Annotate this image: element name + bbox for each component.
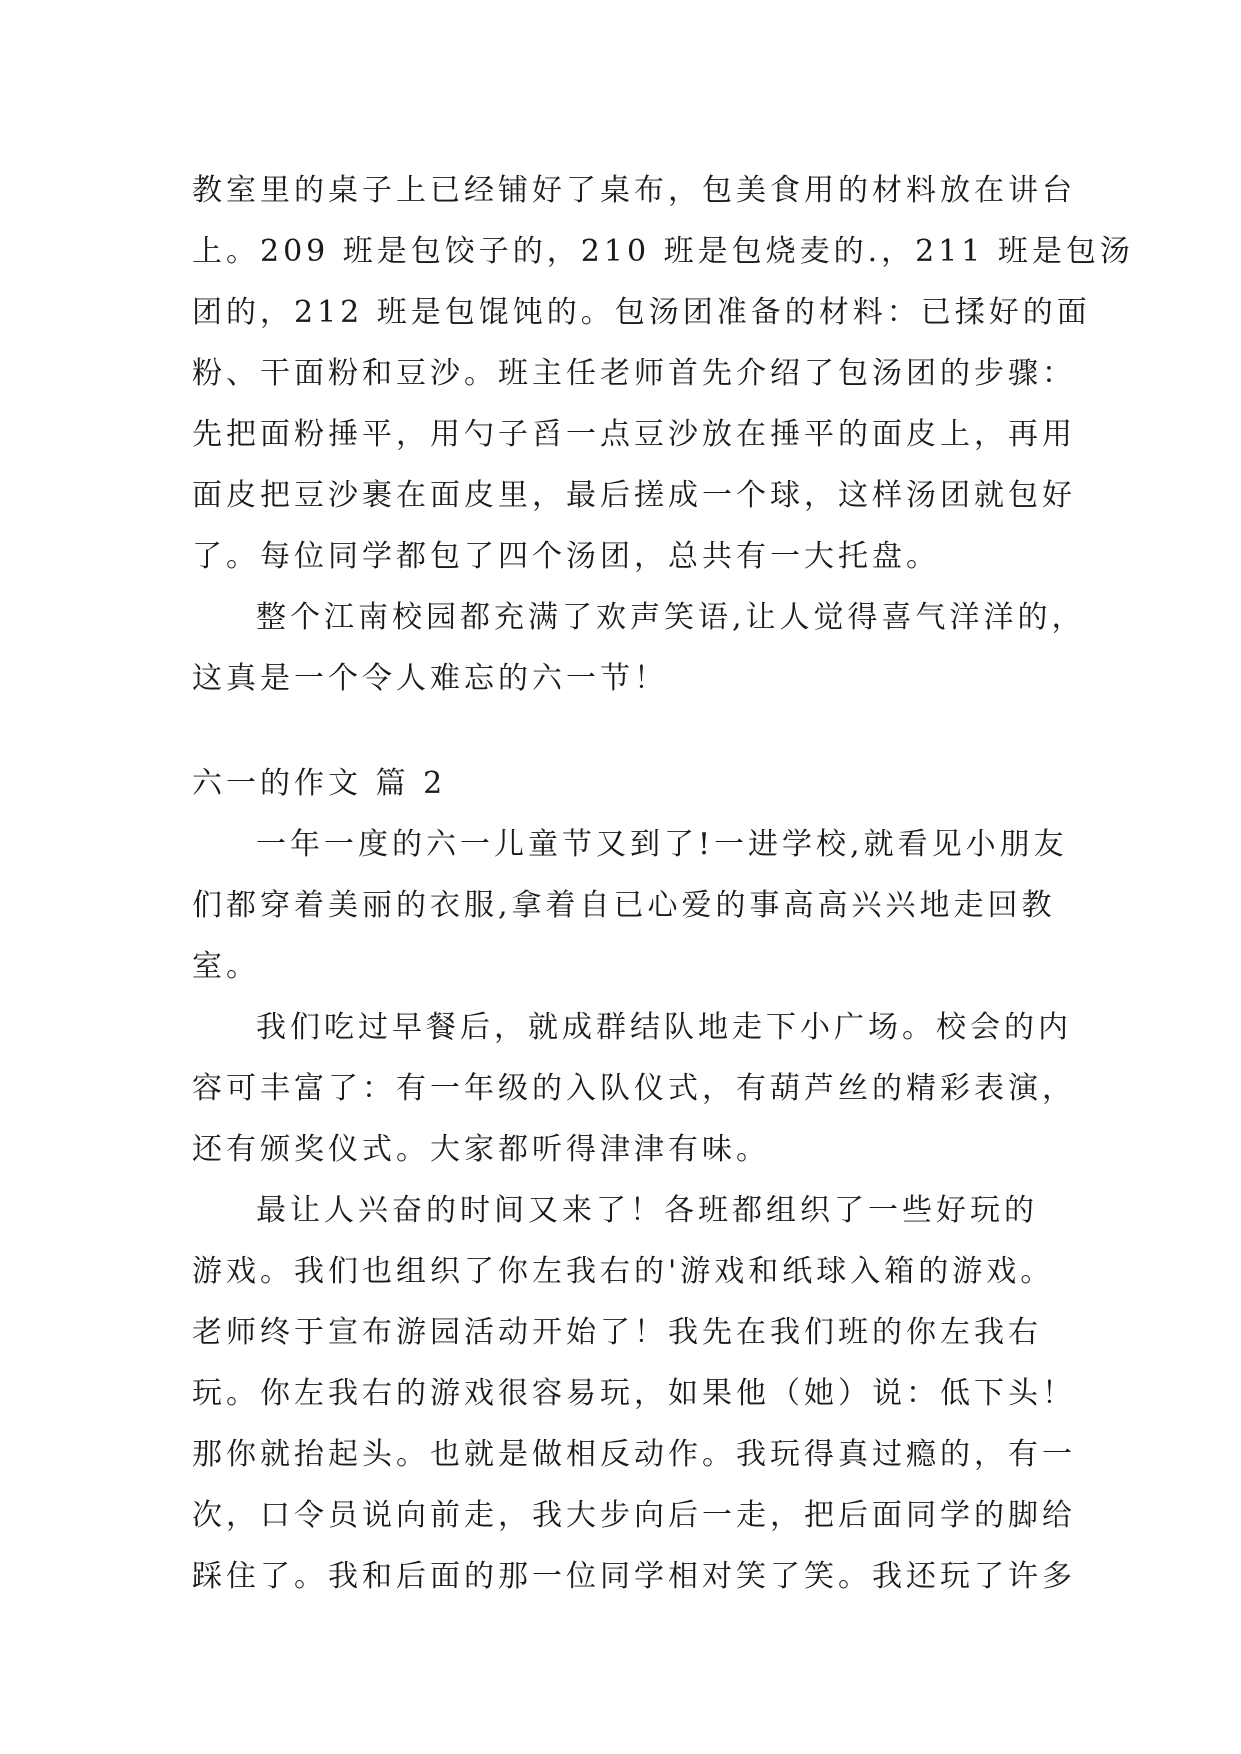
text-line: 这真是一个令人难忘的六一节！: [192, 661, 668, 696]
section-heading: 六一的作文 篇 2: [192, 766, 447, 801]
text-line: 那你就抬起头。也就是做相反动作。我玩得真过瘾的，有一: [192, 1437, 1076, 1472]
text-line: 最让人兴奋的时间又来了！各班都组织了一些好玩的: [256, 1193, 1038, 1228]
document-body: [192, 160, 1134, 1607]
text-line: 踩住了。我和后面的那一位同学相对笑了笑。我还玩了许多: [192, 1559, 1076, 1594]
text-line: 面皮把豆沙裹在面皮里，最后搓成一个球，这样汤团就包好: [192, 478, 1076, 513]
paragraph-1: [192, 160, 1134, 587]
text-line: 游戏。我们也组织了你左我右的'游戏和纸球入箱的游戏。: [192, 1254, 1055, 1289]
paragraph-2: [192, 587, 1086, 709]
text-line: 整个江南校园都充满了欢声笑语,让人觉得喜气洋洋的，: [256, 600, 1086, 635]
text-line: 老师终于宣布游园活动开始了！我先在我们班的你左我右: [192, 1315, 1042, 1350]
paragraph-5: [192, 1180, 1076, 1607]
section-spacer: [192, 709, 1052, 753]
paragraph-4: [192, 997, 1076, 1180]
text-line: 容可丰富了：有一年级的入队仪式，有葫芦丝的精彩表演，: [192, 1071, 1076, 1106]
text-line: 们都穿着美丽的衣服,拿着自已心爱的事高高兴兴地走回教: [192, 888, 1056, 923]
text-line: 室。: [192, 949, 260, 984]
text-line: 我们吃过早餐后，就成群结队地走下小广场。校会的内: [256, 1010, 1072, 1045]
text-line: 上。209 班是包饺子的，210 班是包烧麦的.，211 班是包汤: [192, 234, 1134, 269]
paragraph-3: [192, 814, 1068, 997]
text-line: 次，口令员说向前走，我大步向后一走，把后面同学的脚给: [192, 1498, 1076, 1533]
text-line: 一年一度的六一儿童节又到了!一进学校,就看见小朋友: [256, 827, 1068, 862]
text-line: 还有颁奖仪式。大家都听得津津有味。: [192, 1132, 770, 1167]
text-line: 玩。你左我右的游戏很容易玩，如果他（她）说：低下头！: [192, 1376, 1076, 1411]
text-line: 先把面粉捶平，用勺子舀一点豆沙放在捶平的面皮上，再用: [192, 417, 1076, 452]
text-line: 粉、干面粉和豆沙。班主任老师首先介绍了包汤团的步骤：: [192, 356, 1076, 391]
text-line: 教室里的桌子上已经铺好了桌布，包美食用的材料放在讲台: [192, 173, 1076, 208]
text-line: 了。每位同学都包了四个汤团，总共有一大托盘。: [192, 539, 940, 574]
text-line: 团的，212 班是包馄饨的。包汤团准备的材料：已揉好的面: [192, 295, 1091, 330]
